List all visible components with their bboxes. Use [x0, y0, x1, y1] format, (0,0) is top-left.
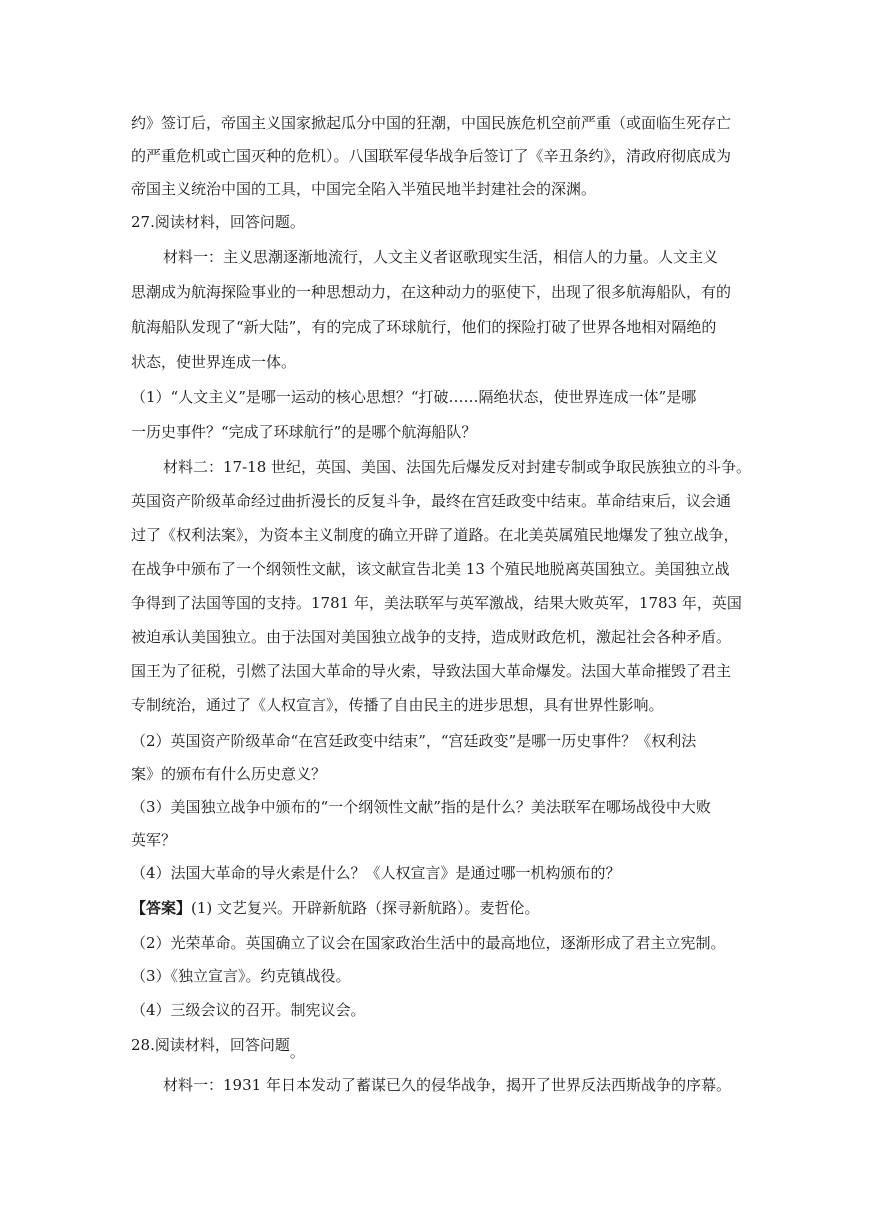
sub-question-3: 英军？: [131, 831, 177, 849]
answer-label: 【答案】: [131, 899, 192, 917]
question-28-heading: [131, 1035, 305, 1061]
material-2-line: 过了《权利法案》，为资本主义制度的确立开辟了道路。在北美英属殖民地爆发了独立战争，: [131, 526, 739, 544]
stray-period: 。: [289, 1043, 305, 1061]
material-2-line: 国王为了征税，引燃了法国大革命的导火索，导致法国大革命爆发。法国大革命摧毁了君主: [131, 662, 732, 680]
material-2-line: 被迫承认美国独立。由于法国对美国独立战争的支持，造成财政危机，激起社会各种矛盾。: [131, 628, 732, 646]
material-1-line: 航海船队发现了“新大陆”，有的完成了环球航行，他们的探险打破了世界各地相对隔绝的: [131, 318, 717, 336]
sub-question-4: （4）法国大革命的导火索是什么？《人权宣言》是通过哪一机构颁布的？: [131, 864, 621, 882]
material-1-line: 材料一：主义思潮逐渐地流行，人文主义者讴歌现实生活，相信人的力量。人文主义: [163, 248, 719, 266]
material-2-line: 材料二：17-18 世纪，英国、美国、法国先后爆发反对封建专制或争取民族独立的斗争。: [163, 458, 752, 476]
text-line: 帝国主义统治中国的工具，中国完全陷入半殖民地半封建社会的深渊。: [131, 180, 597, 198]
material-2-line: 英国资产阶级革命经过曲折漫长的反复斗争，最终在宫廷政变中结束。革命结束后，议会通: [131, 492, 732, 510]
answer-line-1: [131, 898, 540, 918]
text-line: 的严重危机或亡国灭种的危机）。八国联军侵华战争后签订了《辛丑条约》，清政府彻底成为: [131, 147, 732, 165]
sub-question-3: （3）美国独立战争中颁布的“一个纲领性文献”指的是什么？美法联军在哪场战役中大败: [131, 798, 711, 816]
material-2-line: 争得到了法国等国的支持。1781 年，美法联军与英军激战，结果大败英军，1783 年，英国: [131, 594, 742, 612]
material-2-line: 专制统治，通过了《人权宣言》，传播了自由民主的进步思想，具有世界性影响。: [131, 696, 664, 714]
sub-question-1: 一历史事件？“完成了环球航行”的是哪个航海船队？: [131, 423, 477, 441]
material-1-line: 材料一：1931 年日本发动了蓄谋已久的侵华战争，揭开了世界反法西斯战争的序幕。: [163, 1076, 731, 1094]
sub-question-1: （1）“人文主义”是哪一运动的核心思想？“打破……隔绝状态，使世界连成一体”是哪: [131, 388, 697, 406]
sub-question-2: （2）英国资产阶级革命“在宫廷政变中结束”，“宫廷政变”是哪一历史事件？《权利法: [131, 732, 697, 750]
material-1-line: 思潮成为航海探险事业的一种思想动力，在这种动力的驱使下，出现了很多航海船队，有的: [131, 283, 732, 301]
answer-text: (1) 文艺复兴。开辟新航路（探寻新航路）。麦哲伦。: [191, 899, 540, 917]
question-27-heading: 27.阅读材料，回答问题。: [131, 213, 305, 231]
text-line: 约》签订后，帝国主义国家掀起瓜分中国的狂潮，中国民族危机空前严重（或面临生死存亡: [131, 114, 732, 132]
question-28-text: 28.阅读材料，回答问题: [131, 1036, 290, 1054]
answer-line-3: （3）《独立宣言》。约克镇战役。: [131, 967, 351, 985]
material-1-line: 状态，使世界连成一体。: [131, 353, 297, 371]
material-2-line: 在战争中颁布了一个纲领性文献，该文献宣告北美 13 个殖民地脱离英国独立。美国独立战: [131, 560, 730, 578]
answer-line-2: （2）光荣革命。英国确立了议会在国家政治生活中的最高地位，逐渐形成了君主立宪制。: [131, 934, 726, 952]
sub-question-2: 案》的颁布有什么历史意义？: [131, 765, 327, 783]
answer-line-4: （4）三级会议的召开。制宪议会。: [131, 1001, 366, 1019]
